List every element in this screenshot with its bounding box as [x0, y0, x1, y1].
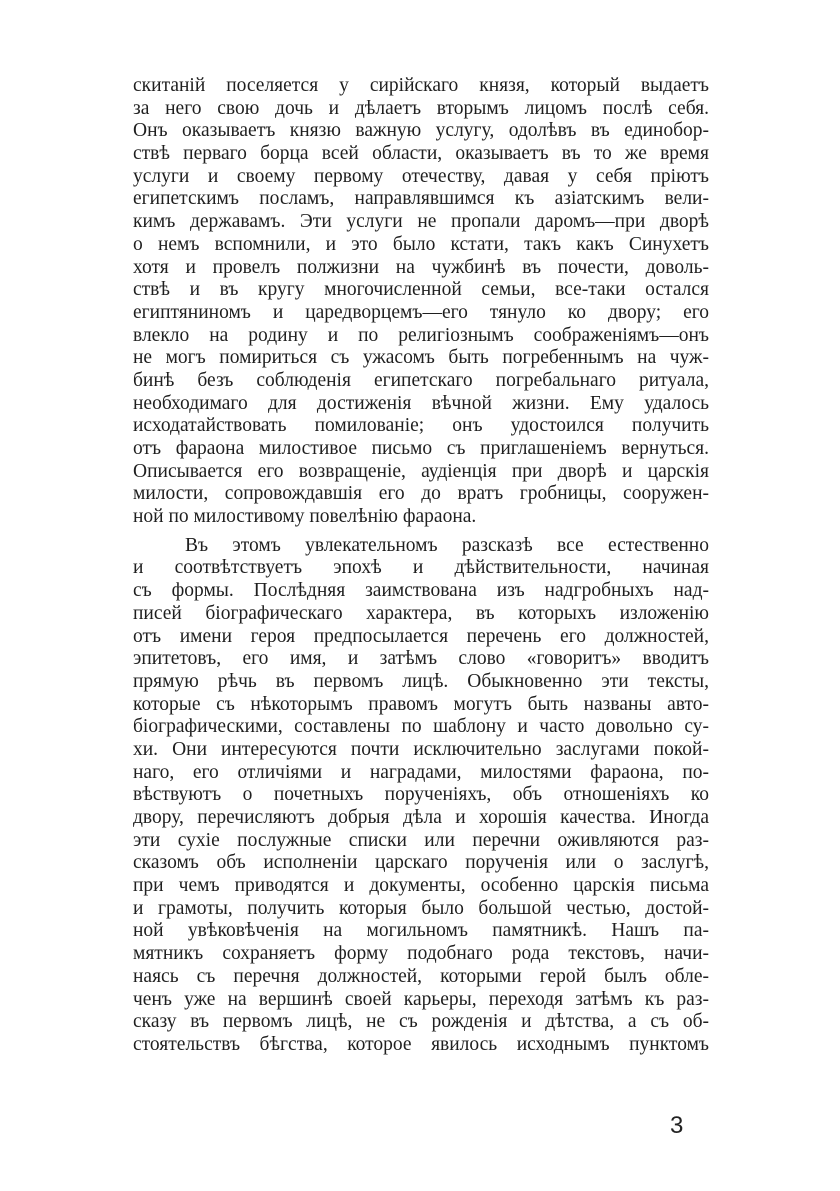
text-line: за него свою дочь и дѣлаетъ вторымъ лицомъ послѣ себя.: [133, 97, 709, 119]
text-line: ствѣ и въ кругу многочисленной семьи, все-таки остался: [133, 279, 709, 301]
text-line: при чемъ приводятся и документы, особенно царскія письма: [133, 875, 709, 897]
text-line: эпитетовъ, его имя, и затѣмъ слово «говоритъ» вводитъ: [133, 648, 709, 670]
text-line: ченъ уже на вершинѣ своей карьеры, переходя затѣмъ къ раз-: [133, 988, 709, 1010]
text-line: Описывается его возвращеніе, аудіенція при дворѣ и царскія: [133, 460, 709, 482]
text-line: отъ имени героя предпосылается перечень его должностей,: [133, 625, 709, 647]
text-line: милости, сопровождавшія его до вратъ гробницы, сооружен-: [133, 483, 709, 505]
text-line: ной увѣковѣченія на могильномъ памятникѣ. Нашъ па-: [133, 920, 709, 942]
page-number: 3: [670, 1112, 684, 1139]
paragraph: [133, 535, 709, 1057]
text-line: необходимаго для достиженія вѣчной жизни. Ему удалось: [133, 392, 709, 414]
text-line: влекло на родину и по религіознымъ соображеніямъ—онъ: [133, 324, 709, 346]
text-line: которые съ нѣкоторымъ правомъ могутъ быть названы авто-: [133, 693, 709, 715]
text-line: съ формы. Послѣдняя заимствована изъ надгробныхъ над-: [133, 580, 709, 602]
text-line: наго, его отличіями и наградами, милостями фараона, по-: [133, 761, 709, 783]
text-line: двору, перечисляютъ добрыя дѣла и хорошія качества. Иногда: [133, 807, 709, 828]
text-line: эти сухіе послужные списки или перечни оживляются раз-: [133, 829, 709, 851]
text-line: сказомъ объ исполненіи царскаго порученія или о заслугѣ,: [133, 852, 709, 874]
text-line: бинѣ безъ соблюденія египетскаго погребальнаго ритуала,: [133, 369, 709, 391]
text-line: ной по милостивому повелѣнію фараона.: [133, 506, 477, 528]
text-line: и грамоты, получить которыя было большой честью, достой-: [133, 897, 709, 919]
text-line: и соотвѣтствуетъ эпохѣ и дѣйствительности, начиная: [133, 557, 709, 579]
text-line: ствѣ перваго борца всей области, оказываетъ въ то же время: [133, 143, 709, 165]
text-line: стоятельствъ бѣгства, которое явилось исходнымъ пунктомъ: [133, 1033, 709, 1055]
text-line: египетскимъ посламъ, направлявшимся къ азіатскимъ вели-: [133, 188, 709, 210]
text-line: біографическими, составлены по шаблону и часто довольно су-: [133, 716, 709, 738]
text-line: кимъ державамъ. Эти услуги не пропали даромъ—при дворѣ: [133, 211, 709, 233]
body-text: [133, 75, 709, 1057]
text-line: Въ этомъ увлекательномъ разсказѣ все естественно: [185, 534, 709, 556]
text-line: о немъ вспомнили, и это было кстати, такъ какъ Синухетъ: [133, 233, 709, 255]
text-line: исходатайствовать помилованіе; онъ удостоился получить: [133, 415, 709, 437]
text-line: прямую рѣчь въ первомъ лицѣ. Обыкновенно эти тексты,: [133, 670, 709, 692]
text-line: скитаній поселяется у сирійскаго князя, который выдаетъ: [133, 75, 709, 96]
text-line: египтяниномъ и царедворцемъ—его тянуло ко двору; его: [133, 301, 709, 323]
text-line: наясь съ перечня должностей, которыми герой былъ обле-: [133, 965, 709, 987]
text-line: мятникъ сохраняетъ форму подобнаго рода текстовъ, начи-: [133, 943, 709, 965]
text-line: услуги и своему первому отечеству, давая у себя пріютъ: [133, 165, 709, 187]
paragraph: [133, 75, 709, 529]
text-line: отъ фараона милостивое письмо съ приглашеніемъ вернуться.: [133, 438, 709, 459]
text-line: сказу въ первомъ лицѣ, не съ рожденія и дѣтства, а съ об-: [133, 1011, 709, 1033]
text-line: хи. Они интересуются почти исключительно заслугами покой-: [133, 738, 709, 760]
text-line: писей біографическаго характера, въ которыхъ изложенію: [133, 602, 709, 624]
text-line: Онъ оказываетъ князю важную услугу, одолѣвъ въ единобор-: [133, 120, 709, 142]
text-line: вѣствуютъ о почетныхъ порученіяхъ, объ отношеніяхъ ко: [133, 784, 709, 806]
text-line: не могъ помириться съ ужасомъ быть погребеннымъ на чуж-: [133, 347, 709, 369]
text-line: хотя и провелъ полжизни на чужбинѣ въ почести, доволь-: [133, 256, 709, 278]
